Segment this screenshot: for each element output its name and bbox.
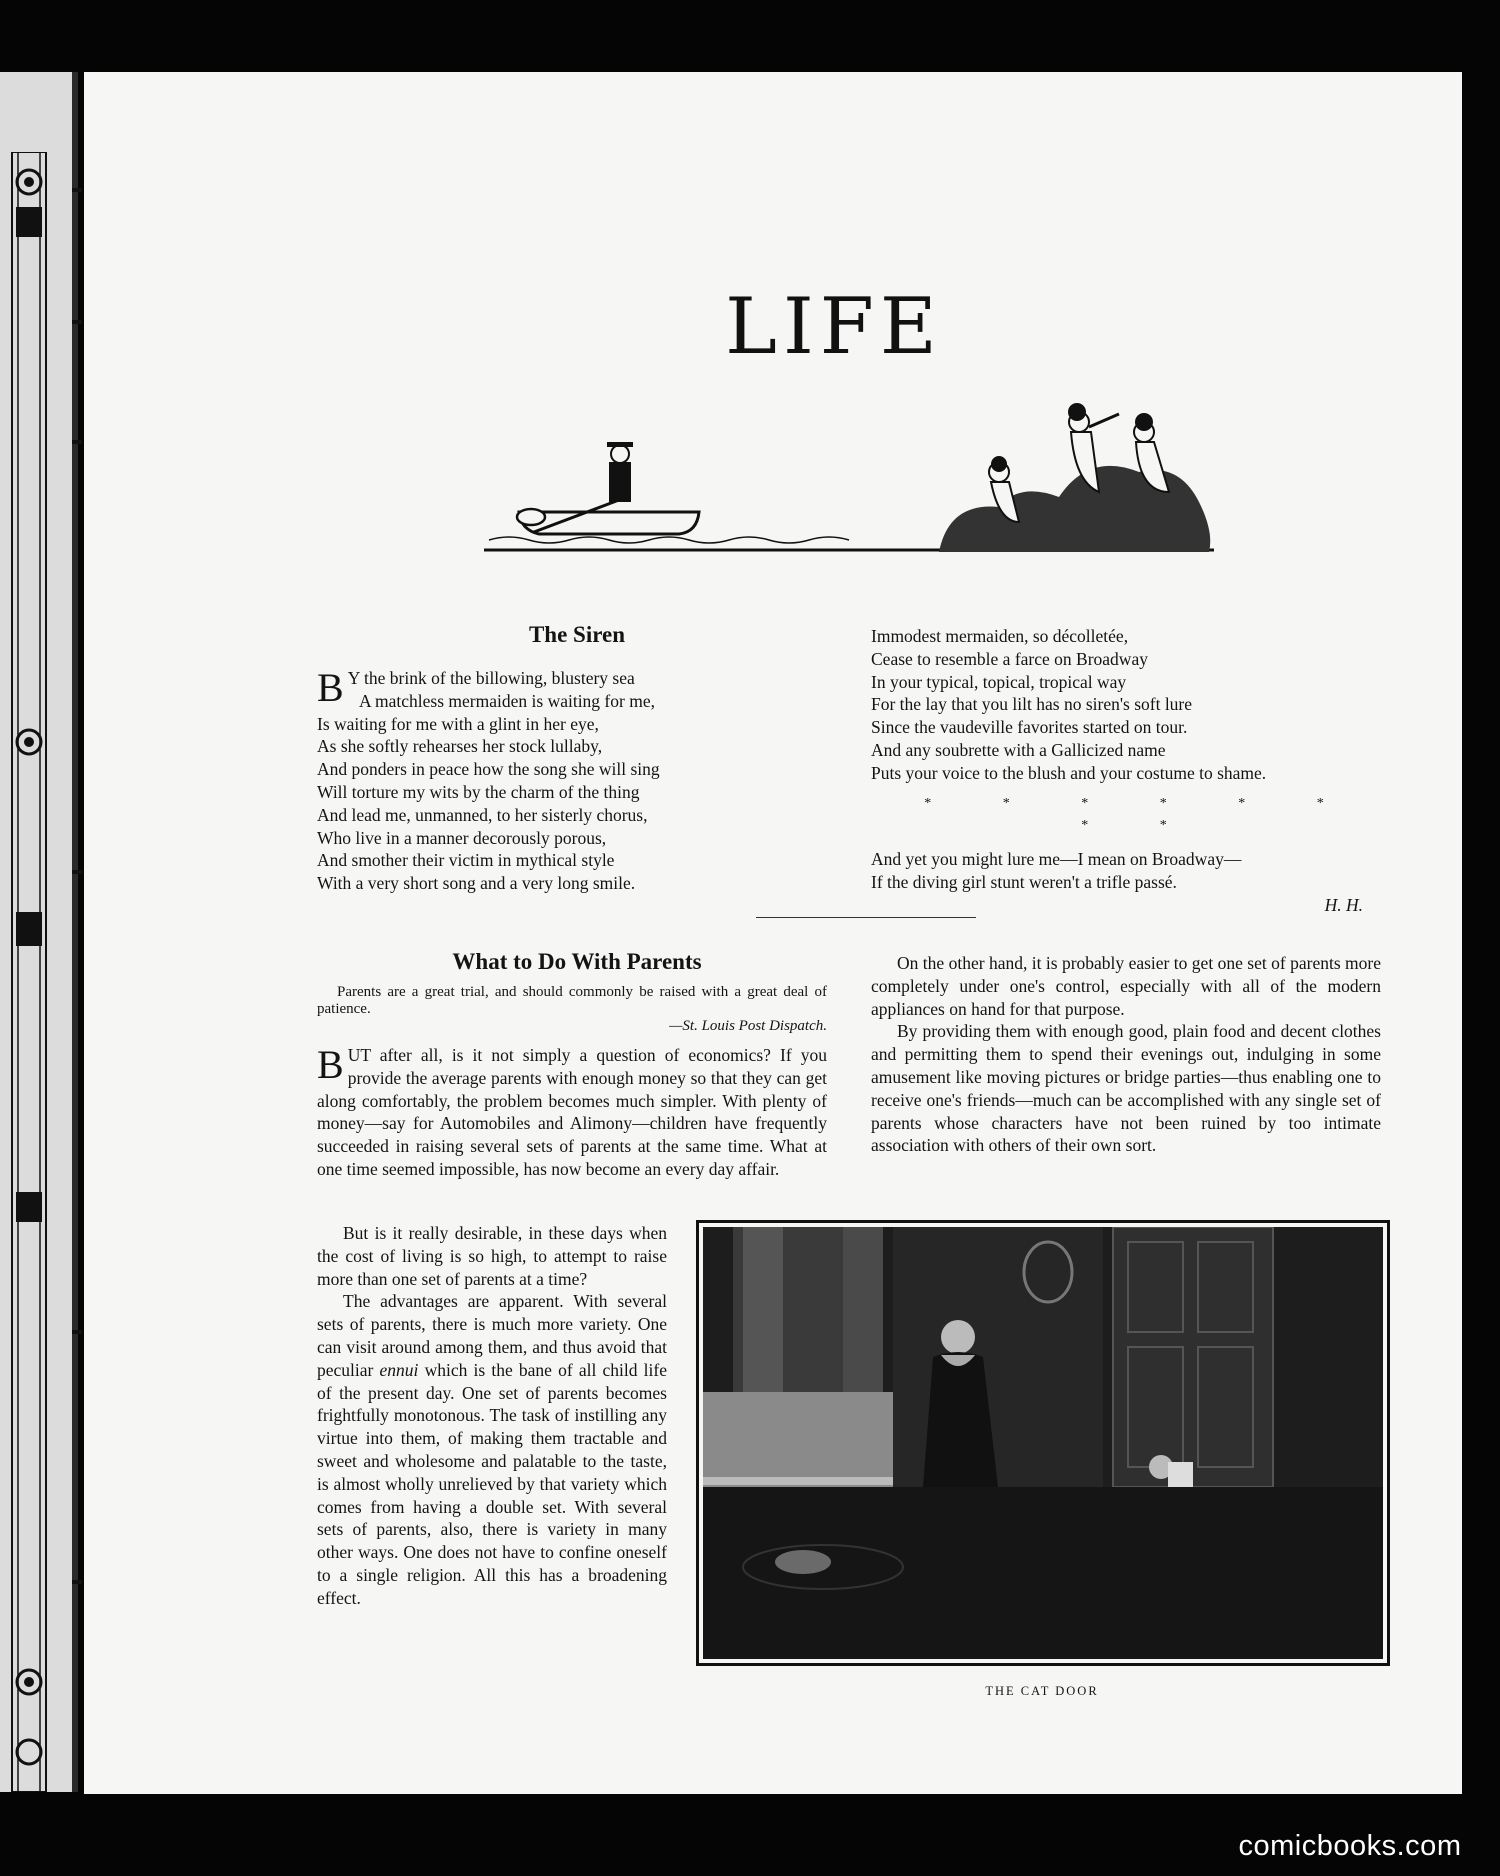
verse-line: Since the vaudeville favorites started on tour.: [871, 717, 1188, 738]
verse-line: Will torture my wits by the charm of the thing: [317, 781, 640, 802]
verse-line: If the diving girl stunt weren't a trifle passé.: [871, 871, 1177, 892]
verse-line: Who live in a manner decorously porous,: [317, 827, 607, 848]
parents-title: What to Do With Parents: [452, 949, 702, 974]
page-notch: [72, 440, 82, 444]
verse-line: Cease to resemble a farce on Broadway: [871, 648, 1148, 669]
verse-line: And any soubrette with a Gallicized name: [871, 739, 1166, 760]
author-signature: H. H.: [1324, 894, 1363, 915]
emphasis-text: ennui: [379, 1359, 419, 1380]
drop-cap: B: [317, 665, 344, 710]
verse-line: And ponders in peace how the song she will sing: [317, 759, 660, 780]
siren-verse-left: [317, 667, 787, 895]
drop-cap: B: [317, 1042, 344, 1087]
page-notch: [72, 870, 82, 874]
verse-line: In your typical, topical, tropical way: [871, 671, 1127, 692]
siren-title: The Siren: [528, 622, 626, 647]
verse-line: Puts your voice to the blush and your costume to shame.: [871, 762, 1267, 783]
parents-paragraph-4: On the other hand, it is probably easier to get one set of parents more completely under one's control, especially with all of the modern appliances on hand for that purpose.: [871, 953, 1381, 1019]
paragraph-text: The advantages are apparent. With several sets of parents, there is much more variety. One can visit around among them, and thus avoid that peculiar: [317, 1291, 667, 1380]
magazine-page: [84, 72, 1462, 1794]
paragraph-text: UT after all, is it not simply a question of economics? If you provide the average parents with enough money so that they can get along comfortably, the problem becomes much simpler. With plenty of money—say for Automobiles and Alimony—children have frequently succeeded in raising several sets of parents at the same time. What at one time seemed impossible, has now become an every day affair.: [317, 1045, 827, 1179]
verse-line: As she softly rehearses her stock lullaby,: [317, 736, 603, 757]
parents-right-column: [871, 952, 1381, 1157]
verse-line: And lead me, unmanned, to her sisterly chorus,: [317, 804, 648, 825]
page-notch: [72, 320, 82, 324]
verse-line: Is waiting for me with a glint in her eye,: [317, 713, 599, 734]
paragraph-text: which is the bane of all child life of the present day. One set of parents becomes frightfully monotonous. The task of instilling any virtue into them, of making them tractable and sweet and wholesome and palatable to the taste, is almost wholly unrelieved by that variety which comes from having a double set. With several sets of parents, also, there is variety in many other ways. One does not have to confine oneself to a single religion. All this has a broadening effect.: [317, 1359, 668, 1608]
parents-narrow-column: [317, 1222, 667, 1610]
masthead-illustration: [479, 382, 1219, 562]
verse-line: And smother their victim in mythical style: [317, 850, 615, 871]
ornamental-border: [10, 152, 48, 1792]
epigraph-text: Parents are a great trial, and should commonly be raised with a great deal of patience.: [317, 984, 827, 1017]
verse-line: For the lay that you lilt has no siren's soft lure: [871, 694, 1193, 715]
epigraph: [317, 984, 827, 1035]
section-divider: [756, 917, 976, 918]
verse-line: A matchless mermaiden is waiting for me,: [359, 690, 655, 711]
page-notch: [72, 188, 82, 192]
page-notch: [72, 1330, 82, 1334]
asterisk-separator: * * * * * * * *: [924, 795, 1358, 834]
verse-line: And yet you might lure me—I mean on Broadway—: [871, 849, 1242, 870]
epigraph-source: —St. Louis Post Dispatch.: [669, 1018, 827, 1034]
verse-line: Immodest mermaiden, so décolletée,: [871, 626, 1129, 646]
masthead-title: LIFE: [725, 282, 943, 372]
watermark-logo: comicbooks.com: [1238, 1830, 1462, 1862]
verse-line: Y the brink of the billowing, blustery sea: [347, 668, 635, 688]
left-page-edge: [0, 72, 78, 1792]
photograph: [703, 1227, 1383, 1659]
photo-caption: THE CAT DOOR: [985, 1684, 1099, 1698]
parents-paragraph-3: [317, 1290, 667, 1609]
parents-paragraph-1: [317, 1044, 827, 1181]
page-notch: [72, 1580, 82, 1584]
parents-paragraph-2: But is it really desirable, in these days when the cost of living is so high, to attempt to raise more than one set of parents at a time?: [317, 1223, 667, 1289]
photo-frame: [696, 1220, 1390, 1666]
siren-verse-right: [871, 625, 1381, 917]
parents-paragraph-5: By providing them with enough good, plain food and decent clothes and permitting them to spend their evenings out, indulging in some amusement like moving pictures or bridge parties—thus enabling one to receive one's friends—much can be accomplished with any single set of parents whose characters have not been ruined by too intimate association with others of their own sort.: [871, 1021, 1381, 1156]
verse-line: With a very short song and a very long smile.: [317, 873, 636, 894]
